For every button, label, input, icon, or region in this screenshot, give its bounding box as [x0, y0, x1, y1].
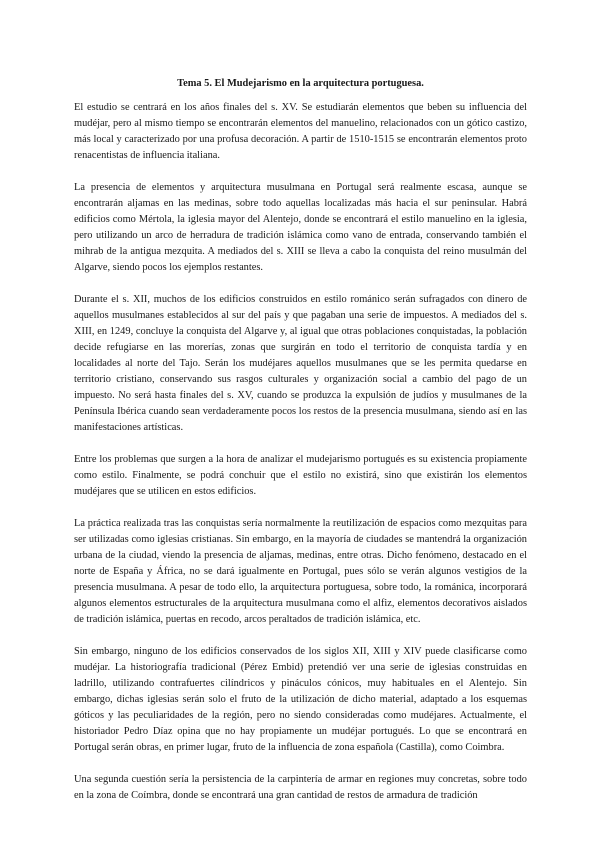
paragraph-6: Sin embargo, ninguno de los edificios conservados de los siglos XII, XIII y XIV puede clasificarse como mudéjar. La historiografía tradicional (Pérez Embid) pretendió ver una serie de iglesias construidas en ladrillo, utilizando contrafuertes cilíndricos y pináculos cónicos, muy habituales en el Alentejo. Sin embargo, dichas iglesias serán solo el fruto de la utilización de dicho material, adaptado a los esquemas góticos y las peculiaridades de la región, pero no siendo consideradas como mudéjares. Actualmente, el historiador Pedro Díaz opina que no hay propiamente un mudéjar portugués. Lo que se encontrará en Portugal serán obras, en primer lugar, fruto de la influencia de zona española (Castilla), como Coimbra.	[74, 646, 527, 753]
paragraph-7: Una segunda cuestión sería la persistencia de la carpintería de armar en regiones muy concretas, sobre todo en la zona de Coímbra, donde se encontrará una gran cantidad de restos de armadura de tradición	[74, 774, 527, 801]
paragraph-4: Entre los problemas que surgen a la hora de analizar el mudejarismo portugués es su existencia propiamente como estilo. Finalmente, se podrá conchuir que el estilo no existirá, sino que existirán los elementos mudéjares que se utilicen en estos edificios.	[74, 454, 527, 497]
paragraph-1: El estudio se centrará en los años finales del s. XV. Se estudiarán elementos que beben su influencia del mudéjar, pero al mismo tiempo se encontrarán elementos del manuelino, relacionados con un gótico castizo, más local y caracterizado por una profusa decoración. A partir de 1510-1515 se encontrarán elementos proto renacentistas de influencia italiana.	[74, 102, 527, 161]
paragraph-2: La presencia de elementos y arquitectura musulmana en Portugal será realmente escasa, aunque se encontrarán aljamas en las medinas, sobre todo aquellas localizadas más hacia el sur peninsular. Habrá edificios como Mértola, la iglesia mayor del Alentejo, donde se encontrará el estilo manuelino en la iglesia, pero utilizando un arco de herradura de tradición islámica como vano de entrada, conservando también el mihrab de la antigua mezquita. A mediados del s. XIII se lleva a cabo la conquista del reino musulmán del Algarve, siendo pocos los ejemplos restantes.	[74, 182, 527, 273]
document-title: Tema 5. El Mudejarismo en la arquitectura portuguesa.	[177, 78, 424, 89]
document-body	[74, 76, 527, 820]
paragraph-3: Durante el s. XII, muchos de los edificios construidos en estilo románico serán sufragados con dinero de aquellos musulmanes establecidos al sur del país y que pagaban una serie de impuestos. A mediados del s. XIII, en 1249, concluye la conquista del Algarve y, al igual que otras poblaciones conquistadas, la población decide refugiarse en las morerías, zonas que surgirán en todo el territorio de conquista tardía y en localidades al norte del Tajo. Serán los mudéjares aquellos musulmanes que se les permita quedarse en territorio cristiano, conservando sus rasgos culturales y organización social a cambio del pago de un impuesto. No será hasta finales del s. XV, cuando se produzca la expulsión de judíos y musulmanes de la Península Ibérica cuando sean verdaderamente pocos los restos de la presencia musulmana, siendo así en las manifestaciones artísticas.	[74, 294, 527, 433]
paragraph-5: La práctica realizada tras las conquistas sería normalmente la reutilización de espacios como mezquitas para ser utilizadas como iglesias cristianas. Sin embargo, en la mayoría de ciudades se mantendrá la organización urbana de la ciudad, viendo la presencia de aljamas, medinas, entre otras. Dicho fenómeno, destacado en el norte de España y África, no se dará igualmente en Portugal, pues sólo se verán algunos vestigios de la presencia musulmana. A pesar de todo ello, la arquitectura portuguesa, sobre todo, la románica, incorporará algunos elementos estructurales de la arquitectura musulmana como el alfiz, elementos decorativos aislados de tradición islámica, puertas en recodo, arcos peraltados de tradición islámica, etc.	[74, 518, 527, 625]
